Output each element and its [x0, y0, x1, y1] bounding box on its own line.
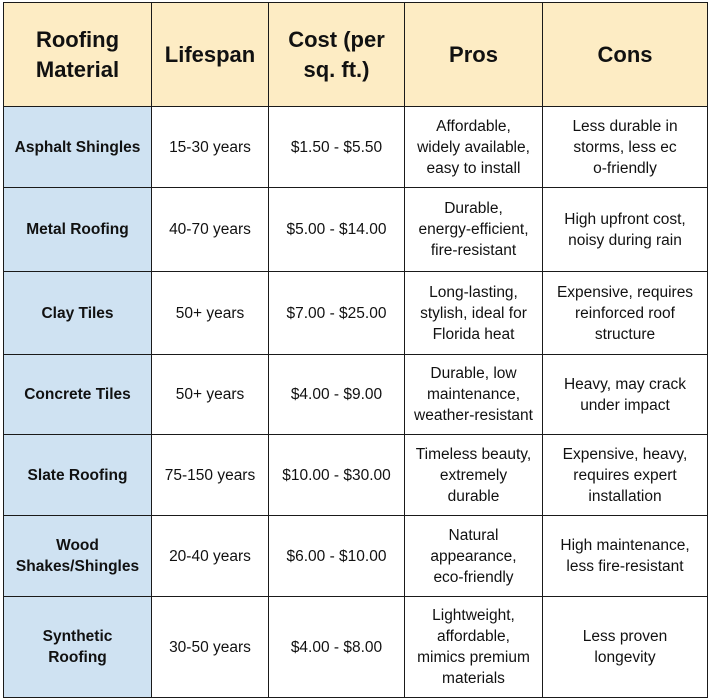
table-row [4, 435, 708, 516]
table-row [4, 597, 708, 698]
pros-cell: Durable, low maintenance, weather-resistant [405, 355, 543, 435]
cons-cell: Expensive, requires reinforced roof structure [543, 272, 708, 355]
cons-cell: Heavy, may crack under impact [543, 355, 708, 435]
material-cell: Asphalt Shingles [4, 107, 152, 188]
material-cell: Wood Shakes/Shingles [4, 516, 152, 597]
lifespan-cell: 15-30 years [152, 107, 269, 188]
cost-cell: $1.50 - $5.50 [269, 107, 405, 188]
header-material: Roofing Material [4, 3, 152, 107]
lifespan-cell: 30-50 years [152, 597, 269, 698]
table-row [4, 188, 708, 272]
pros-cell: Affordable, widely available, easy to install [405, 107, 543, 188]
cost-cell: $4.00 - $8.00 [269, 597, 405, 698]
table-row [4, 107, 708, 188]
cost-cell: $4.00 - $9.00 [269, 355, 405, 435]
lifespan-cell: 20-40 years [152, 516, 269, 597]
pros-cell: Long-lasting, stylish, ideal for Florida heat [405, 272, 543, 355]
material-cell: Synthetic Roofing [4, 597, 152, 698]
lifespan-cell: 50+ years [152, 355, 269, 435]
cons-cell: Less durable in storms, less ec o-friendly [543, 107, 708, 188]
cons-cell: High maintenance, less fire-resistant [543, 516, 708, 597]
material-cell: Metal Roofing [4, 188, 152, 272]
pros-cell: Timeless beauty, extremely durable [405, 435, 543, 516]
pros-cell: Lightweight, affordable, mimics premium materials [405, 597, 543, 698]
table-row [4, 516, 708, 597]
cost-cell: $6.00 - $10.00 [269, 516, 405, 597]
cost-cell: $7.00 - $25.00 [269, 272, 405, 355]
material-cell: Concrete Tiles [4, 355, 152, 435]
cons-cell: Less proven longevity [543, 597, 708, 698]
table-row [4, 272, 708, 355]
lifespan-cell: 50+ years [152, 272, 269, 355]
material-cell: Slate Roofing [4, 435, 152, 516]
header-lifespan: Lifespan [152, 3, 269, 107]
lifespan-cell: 40-70 years [152, 188, 269, 272]
header-pros: Pros [405, 3, 543, 107]
lifespan-cell: 75-150 years [152, 435, 269, 516]
header-row [4, 3, 708, 107]
roofing-comparison-table [3, 2, 708, 698]
pros-cell: Natural appearance, eco-friendly [405, 516, 543, 597]
cons-cell: High upfront cost, noisy during rain [543, 188, 708, 272]
material-cell: Clay Tiles [4, 272, 152, 355]
cost-cell: $5.00 - $14.00 [269, 188, 405, 272]
pros-cell: Durable, energy-efficient, fire-resistant [405, 188, 543, 272]
header-cost: Cost (per sq. ft.) [269, 3, 405, 107]
table-row [4, 355, 708, 435]
cost-cell: $10.00 - $30.00 [269, 435, 405, 516]
header-cons: Cons [543, 3, 708, 107]
cons-cell: Expensive, heavy, requires expert installation [543, 435, 708, 516]
